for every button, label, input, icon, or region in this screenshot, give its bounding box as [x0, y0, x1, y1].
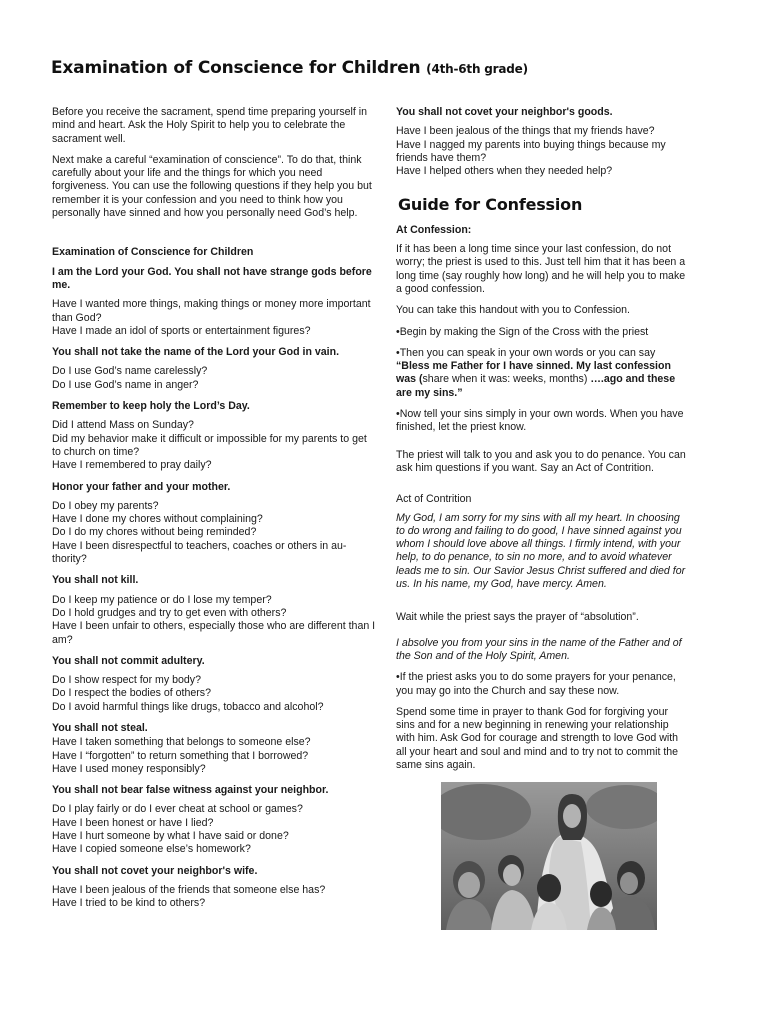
question-list [52, 594, 377, 647]
intro-paragraph: Next make a careful “examination of conscience”. To do that, think carefully about your life and the things for which you need forgiveness. You can use the following questions if they help you but remember it is your confession and you need to think how you personally have sinned and how you personally need God’s help. [52, 153, 372, 220]
commandment-heading: Remember to keep holy the Lord’s Day. [52, 400, 250, 413]
question-list [52, 736, 377, 776]
question: Do I use God’s name carelessly? [52, 365, 208, 378]
commandment-heading: You shall not bear false witness against your neighbor. [52, 784, 329, 797]
commandment-1 [52, 266, 377, 338]
commandment-9 [52, 865, 377, 911]
commandment-heading: You shall not covet your neighbor's goods. [396, 106, 613, 118]
question: Have I nagged my parents into buying things because my friends have them? [396, 138, 666, 164]
act-of-contrition-text: My God, I am sorry for my sins with all my heart. In choosing to do wrong and failing to do good, I have sinned against you whom I should love above all things. I firmly intend, with your help, to do penance, to sin no more, and to avoid whatever leads me to sin. Our Savior Jesus Christ suffered and died for us. In his name, my God, have mercy. Amen. [396, 511, 686, 591]
question: Have I been disrespectful to teachers, coaches or others in au-thority? [52, 539, 347, 566]
question: Do I play fairly or do I ever cheat at school or games? [52, 803, 303, 816]
question: Did I attend Mass on Sunday? [52, 419, 194, 432]
guide-step: •Begin by making the Sign of the Cross with the priest [396, 325, 649, 338]
question-list [52, 365, 377, 392]
question-list [52, 803, 377, 856]
title-main: Examination of Conscience for Children [51, 58, 421, 78]
question-list [52, 419, 377, 472]
question: Have I been jealous of the things that my friends have? [396, 125, 655, 138]
question: Do I hold grudges and try to get even with others? [52, 606, 287, 619]
question: Do I keep my patience or do I lose my temper? [52, 593, 272, 606]
question-list [52, 298, 377, 338]
guide-step: •If the priest asks you to do some prayers for your penance, you may go into the Church and say these now. [396, 671, 676, 697]
at-confession-heading: At Confession: [396, 223, 472, 236]
commandment-10 [396, 106, 688, 178]
question: Do I respect the bodies of others? [52, 687, 211, 700]
exam-heading: Examination of Conscience for Children [52, 246, 254, 259]
step-text: share when it was: weeks, months) [422, 373, 588, 386]
question: Do I use God’s name in anger? [52, 378, 199, 391]
question: Have I “forgotten” to return something that I borrowed? [52, 749, 309, 762]
commandment-7 [52, 722, 377, 776]
title-grade: (4th-6th grade) [426, 62, 528, 76]
guide-paragraph: Spend some time in prayer to thank God for forgiving your sins and for a new beginning in renewing your relationship with him. Ask God for courage and strength to love God with all your heart and soul and mind and to try not to commit the same sins again. [396, 705, 679, 771]
guide-paragraph: You can take this handout with you to Confession. [396, 304, 631, 317]
question: Do I obey my parents? [52, 499, 159, 512]
guide-title: Guide for Confession [398, 195, 583, 215]
question: Have I used money responsibly? [52, 762, 206, 775]
question: Have I been honest or have I lied? [52, 816, 214, 829]
question: Have I wanted more things, making things or money more important than God? [52, 298, 371, 324]
question-list [52, 674, 377, 714]
left-column [52, 106, 377, 919]
question: Have I hurt someone by what I have said or done? [52, 830, 289, 843]
commandment-4 [52, 481, 377, 567]
commandment-8 [52, 784, 377, 856]
right-column [396, 106, 688, 930]
question: Have I helped others when they needed help? [396, 165, 613, 178]
question: Have I remembered to pray daily? [52, 459, 212, 472]
question: Have I taken something that belongs to someone else? [52, 736, 311, 749]
commandment-5 [52, 574, 377, 646]
commandment-heading: You shall not kill. [52, 574, 139, 587]
question: Have I made an idol of sports or entertainment figures? [52, 324, 311, 337]
commandment-heading: You shall not commit adultery. [52, 654, 205, 667]
question: Have I been jealous of the friends that someone else has? [52, 883, 326, 896]
question-list [396, 125, 688, 178]
page-title [51, 58, 528, 78]
question: Did my behavior make it difficult or impossible for my parents to get to church on time? [52, 432, 367, 458]
question: Do I do my chores without being reminded? [52, 526, 257, 539]
commandment-heading: I am the Lord your God. You shall not have strange gods before me. [52, 265, 372, 291]
commandment-heading: You shall not covet your neighbor's wife. [52, 864, 258, 877]
commandment-heading: Honor your father and your mother. [52, 480, 231, 493]
question-list [52, 500, 377, 566]
commandment-2 [52, 346, 377, 392]
absolution-note: Wait while the priest says the prayer of “absolution”. [396, 611, 639, 624]
intro-paragraph: Before you receive the sacrament, spend time preparing yourself in mind and heart. Ask the Holy Spirit to help you to celebrate the sacrament well. [52, 106, 368, 145]
question: Have I done my chores without complaining? [52, 513, 263, 526]
question-list [52, 884, 377, 911]
commandment-heading: You shall not steal. [52, 721, 148, 734]
absolution-prayer: I absolve you from your sins in the name of the Father and of the Son and of the Holy Spirit, Amen. [396, 636, 682, 662]
step-text: •Then you can speak in your own words or you can say [396, 346, 656, 359]
bless-me-phrase-end: ….ago and these are my sins.” [396, 373, 676, 399]
bless-me-phrase: “Bless me Father for I have sinned. My last confession was ( [396, 360, 671, 386]
commandment-heading: You shall not take the name of the Lord your God in vain. [52, 346, 340, 359]
question: Have I copied someone else’s homework? [52, 843, 251, 856]
guide-step: •Now tell your sins simply in your own words. When you have finished, let the priest know. [396, 408, 684, 434]
guide-paragraph: The priest will talk to you and ask you to do penance. You can ask him questions if you want. Say an Act of Contrition. [396, 448, 686, 474]
question: Do I show respect for my body? [52, 674, 201, 687]
question: Do I avoid harmful things like drugs, tobacco and alcohol? [52, 700, 324, 713]
act-of-contrition-heading: Act of Contrition [396, 493, 472, 506]
question: Have I tried to be kind to others? [52, 897, 206, 910]
guide-paragraph: If it has been a long time since your last confession, do not worry; the priest is used to this. Just tell him that it has been a long time (say roughly how long) and he will help you to make a good confession. [396, 243, 686, 295]
guide-step [396, 347, 688, 400]
question: Have I been unfair to others, especially those who are different than I am? [52, 620, 376, 646]
commandment-6 [52, 655, 377, 714]
jesus-with-children-illustration [441, 782, 657, 930]
commandment-3 [52, 400, 377, 472]
